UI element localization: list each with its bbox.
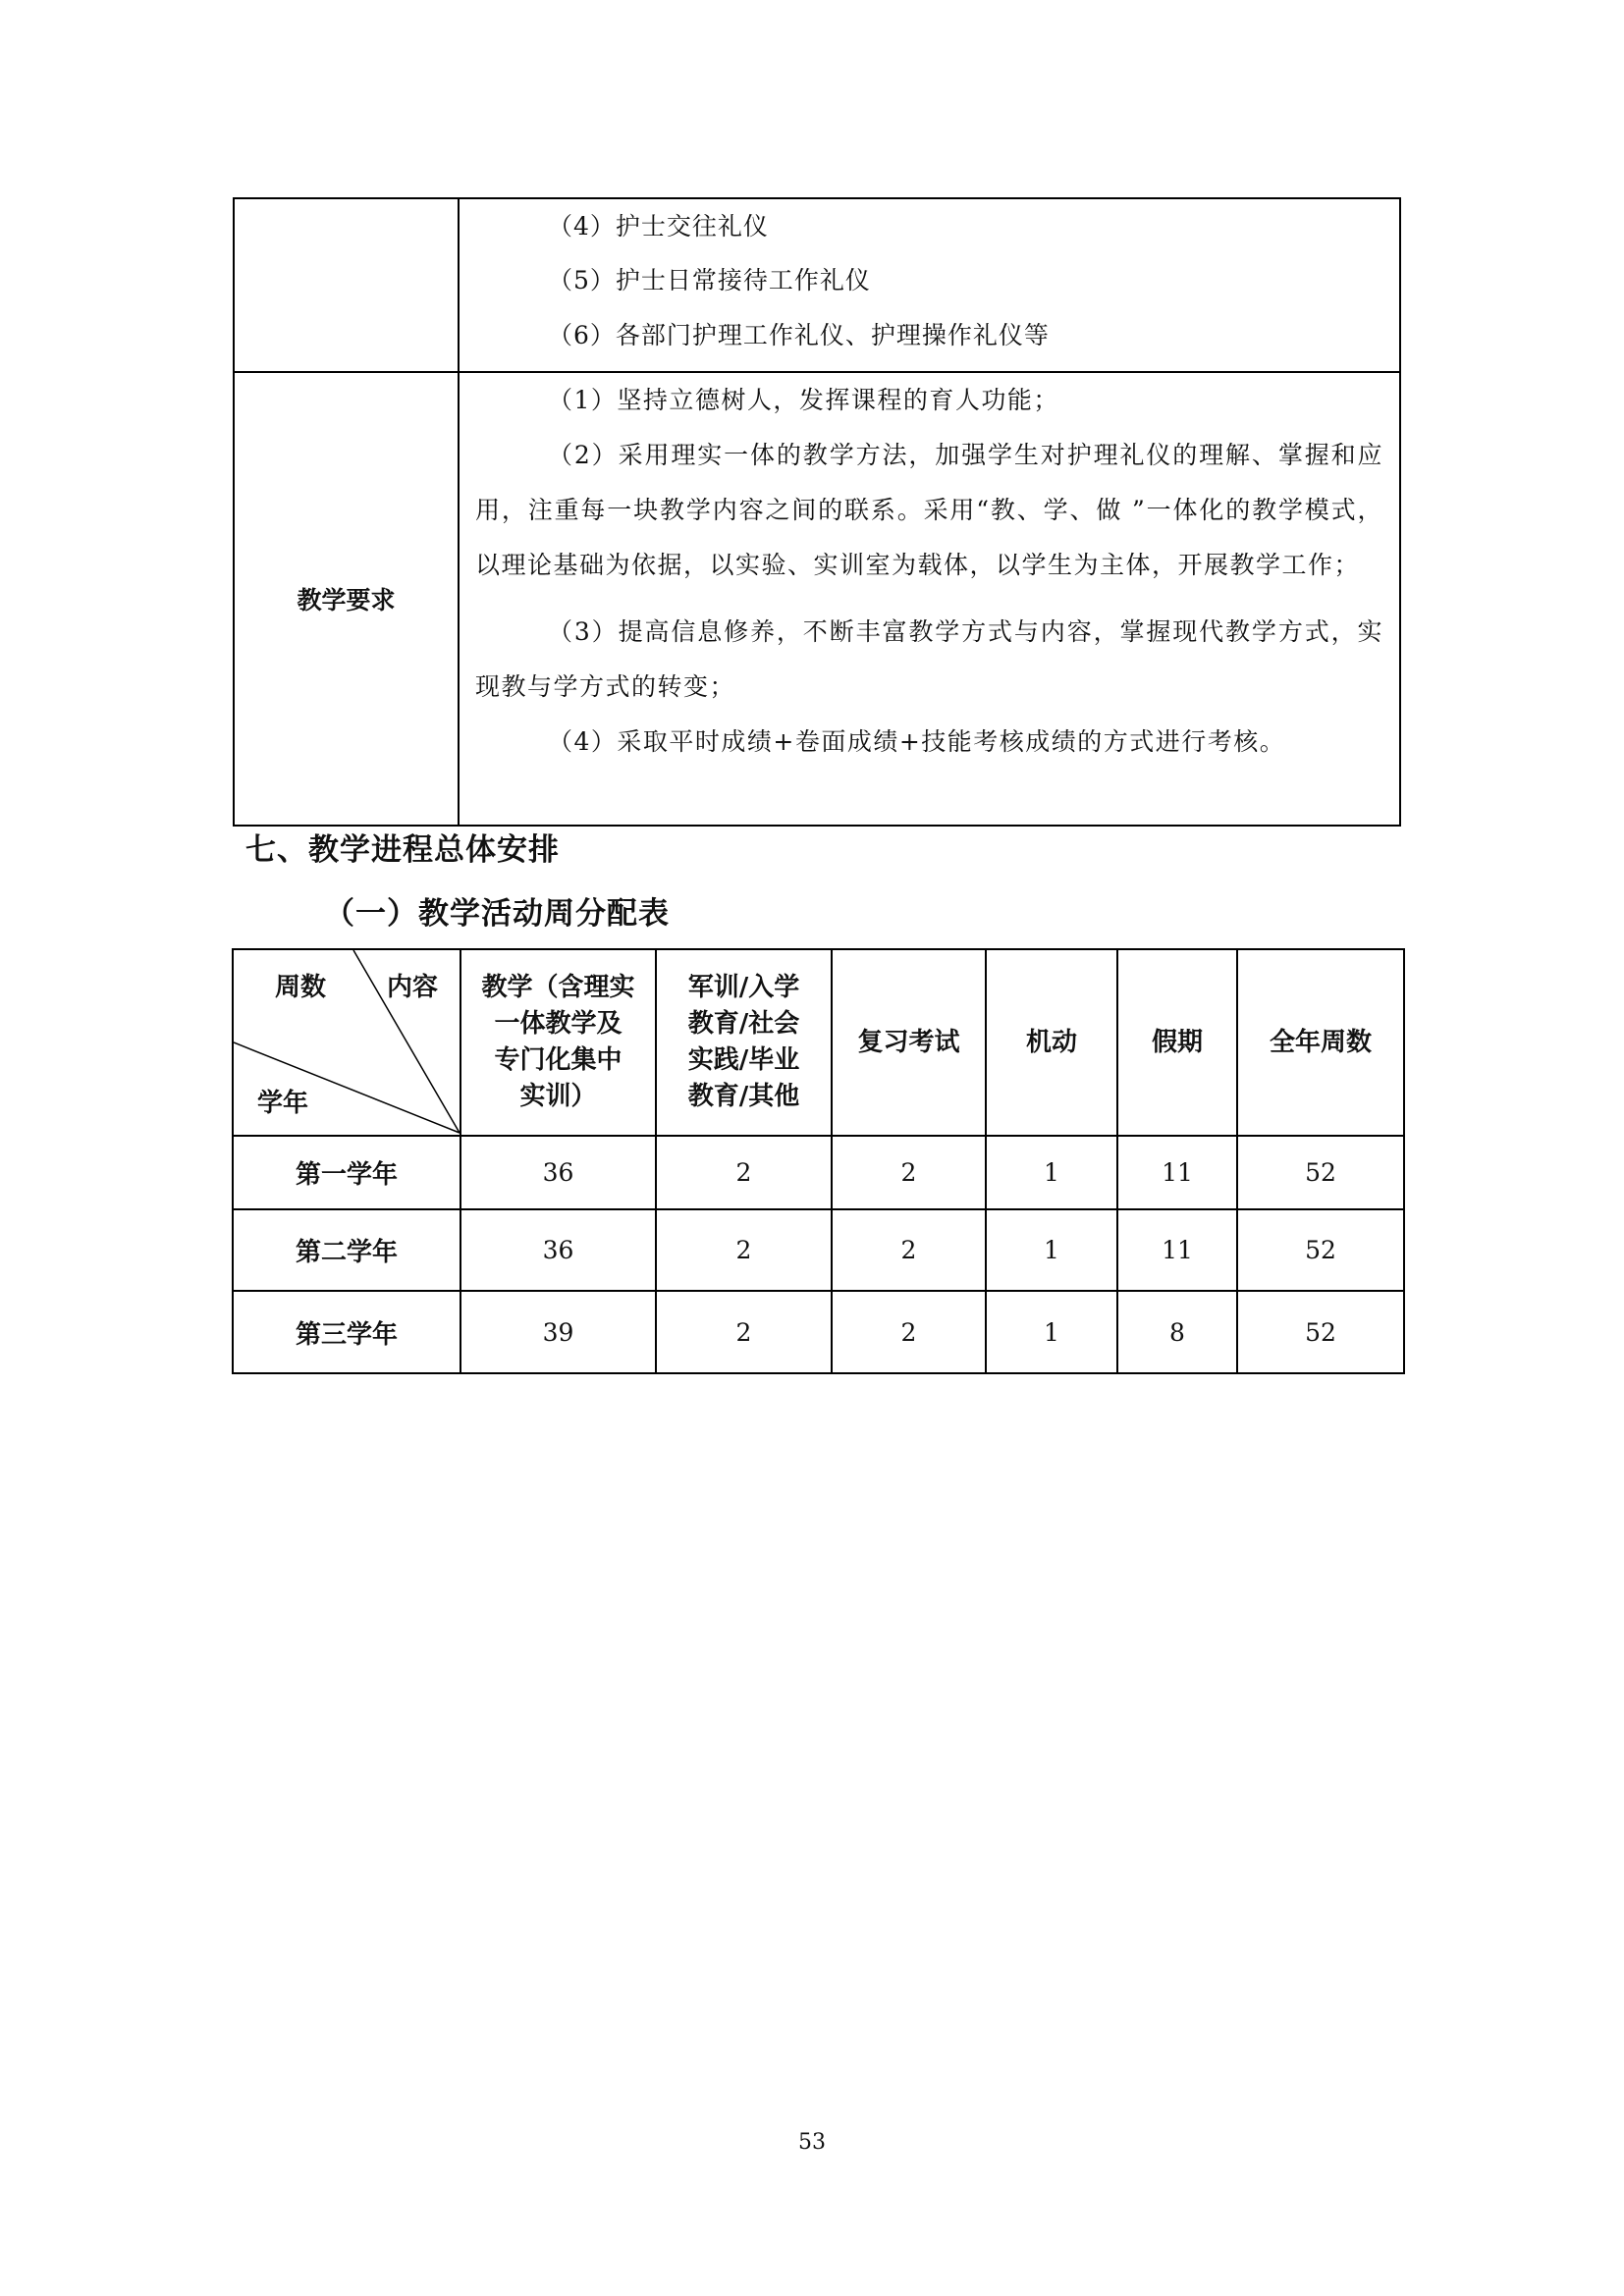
content-item: （5）护士日常接待工作礼仪 xyxy=(548,266,871,294)
cell-review-exam: 2 xyxy=(832,1291,986,1373)
requirement-item: （3）提高信息修养，不断丰富教学方式与内容，掌握现代教学方式，实现教与学方式的转变； xyxy=(475,617,1383,701)
content-item: （6）各部门护理工作礼仪、护理操作礼仪等 xyxy=(548,321,1050,349)
content-item: （4）护士交往礼仪 xyxy=(548,212,769,240)
cell-total-weeks: 52 xyxy=(1237,1209,1404,1291)
cell-flexible: 1 xyxy=(986,1136,1117,1209)
weeks-table xyxy=(232,948,1405,1374)
row-year: 第二学年 xyxy=(233,1209,460,1291)
header-line: 教育/其他 xyxy=(687,1082,800,1111)
weeks-header-row xyxy=(233,949,1404,1136)
header-line: 军训/入学 xyxy=(687,973,800,1002)
cell-teaching: 39 xyxy=(460,1291,656,1373)
header-line: 一体教学及 xyxy=(494,1009,623,1039)
cell-teaching: 36 xyxy=(460,1209,656,1291)
spacer xyxy=(475,593,1383,605)
header-line: 实训） xyxy=(519,1082,597,1111)
cell-holiday: 11 xyxy=(1117,1209,1237,1291)
header-line: 教育/社会 xyxy=(687,1009,800,1039)
header-line: 教学（含理实 xyxy=(481,973,635,1002)
row-year: 第一学年 xyxy=(233,1136,460,1209)
cell-total-weeks: 52 xyxy=(1237,1136,1404,1209)
cell-training: 2 xyxy=(656,1136,832,1209)
requirements-row xyxy=(234,372,1400,826)
header-training xyxy=(656,949,832,1136)
section-title: 七、教学进程总体安排 xyxy=(245,832,560,868)
cell-training: 2 xyxy=(656,1291,832,1373)
corner-label-year: 学年 xyxy=(257,1089,309,1118)
cell-review-exam: 2 xyxy=(832,1136,986,1209)
content-row xyxy=(234,198,1400,372)
header-flexible: 机动 xyxy=(986,949,1117,1136)
header-line: 实践/毕业 xyxy=(687,1045,800,1075)
subsection-title: （一）教学活动周分配表 xyxy=(324,896,670,932)
cell-training: 2 xyxy=(656,1209,832,1291)
header-line: 专门化集中 xyxy=(494,1045,623,1075)
corner-label-weeks: 周数 xyxy=(275,973,327,1002)
requirement-item: （1）坚持立德树人，发挥课程的育人功能； xyxy=(548,386,1059,414)
requirements-cell xyxy=(459,372,1400,826)
requirements-label: 教学要求 xyxy=(234,372,459,826)
table-row xyxy=(233,1209,1404,1291)
row-year: 第三学年 xyxy=(233,1291,460,1373)
cell-review-exam: 2 xyxy=(832,1209,986,1291)
table-row xyxy=(233,1291,1404,1373)
requirement-item: （2）采用理实一体的教学方法，加强学生对护理礼仪的理解、掌握和应用，注重每一块教学内容之间的联系。采用“教、学、做 ”一体化的教学模式，以理论基础为依据，以实验、实训室为载体，以学生为主体，开展教学工作； xyxy=(475,441,1383,579)
content-cell xyxy=(459,198,1400,372)
header-review-exam: 复习考试 xyxy=(832,949,986,1136)
cell-teaching: 36 xyxy=(460,1136,656,1209)
course-table xyxy=(233,197,1401,827)
cell-flexible: 1 xyxy=(986,1291,1117,1373)
cell-flexible: 1 xyxy=(986,1209,1117,1291)
requirement-item: （4）采取平时成绩+卷面成绩+技能考核成绩的方式进行考核。 xyxy=(548,727,1286,756)
header-total-weeks: 全年周数 xyxy=(1237,949,1404,1136)
header-teaching xyxy=(460,949,656,1136)
content-label-cell xyxy=(234,198,459,372)
corner-cell xyxy=(233,949,460,1136)
cell-holiday: 11 xyxy=(1117,1136,1237,1209)
table-row xyxy=(233,1136,1404,1209)
header-holiday: 假期 xyxy=(1117,949,1237,1136)
page-number: 53 xyxy=(798,2130,826,2155)
cell-total-weeks: 52 xyxy=(1237,1291,1404,1373)
corner-label-content: 内容 xyxy=(387,973,439,1002)
diagonal-header xyxy=(234,950,460,1135)
cell-holiday: 8 xyxy=(1117,1291,1237,1373)
